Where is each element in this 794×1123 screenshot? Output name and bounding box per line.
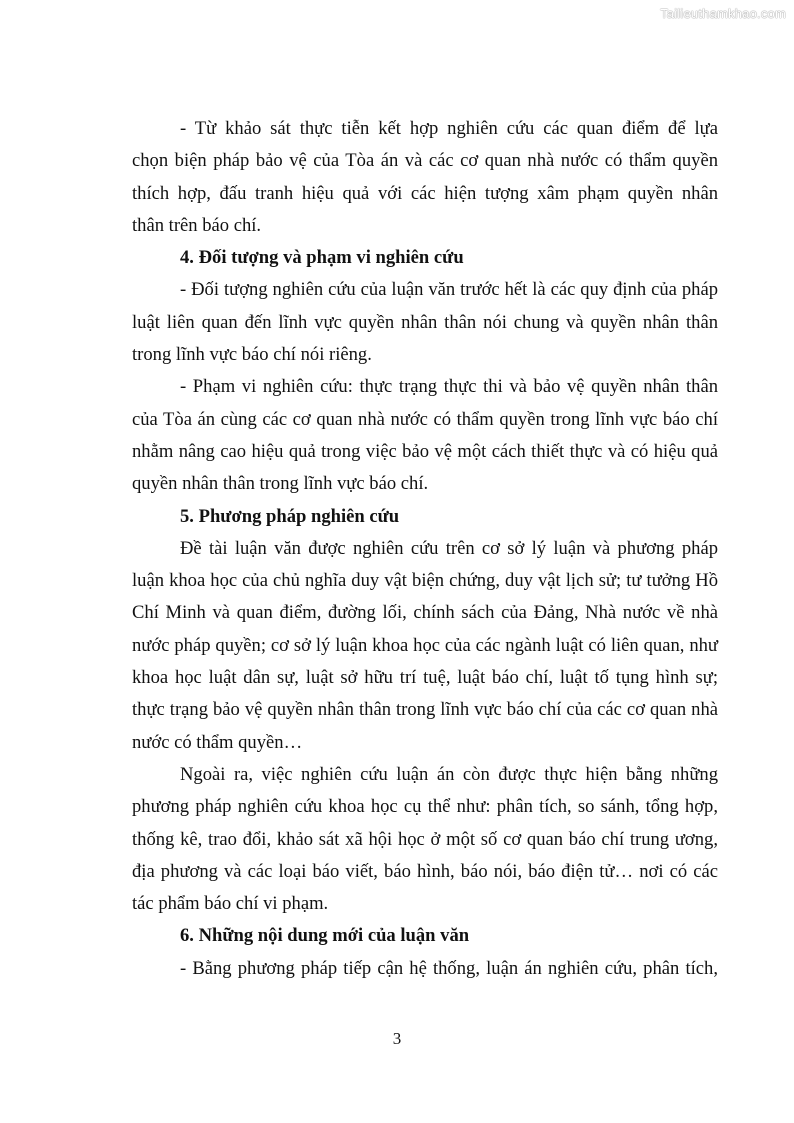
text-line: - Đối tượng nghiên cứu của luận văn trước hết là các quy định của pháp xyxy=(180,279,718,301)
text-line: khoa học luật dân sự, luật sở hữu trí tuệ, luật báo chí, luật tố tụng hình sự; xyxy=(132,667,718,689)
text-line: - Phạm vi nghiên cứu: thực trạng thực thi và bảo vệ quyền nhân thân xyxy=(180,376,718,398)
document-body xyxy=(132,113,718,985)
section-heading: 4. Đối tượng và phạm vi nghiên cứu xyxy=(180,247,464,269)
text-line: nước có thẩm quyền… xyxy=(132,731,303,753)
text-line: phương pháp nghiên cứu khoa học cụ thể như: phân tích, so sánh, tổng hợp, xyxy=(132,796,718,818)
text-line: luận khoa học của chủ nghĩa duy vật biện chứng, duy vật lịch sử; tư tưởng Hồ xyxy=(132,570,718,592)
text-line: nước pháp quyền; cơ sở lý luận khoa học của các ngành luật có liên quan, như xyxy=(132,634,718,656)
text-line: Ngoài ra, việc nghiên cứu luận án còn được thực hiện bằng những xyxy=(180,763,718,785)
text-line: thống kê, trao đổi, khảo sát xã hội học ở một số cơ quan báo chí trung ương, xyxy=(132,828,718,850)
text-line: trong lĩnh vực báo chí nói riêng. xyxy=(132,344,372,366)
watermark: Tailieuthamkhao.com xyxy=(660,6,786,21)
text-line: thích hợp, đấu tranh hiệu quả với các hiện tượng xâm phạm quyền nhân xyxy=(132,182,718,204)
text-line: Chí Minh và quan điểm, đường lối, chính sách của Đảng, Nhà nước về nhà xyxy=(132,602,718,624)
text-line: nhằm nâng cao hiệu quả trong việc bảo vệ một cách thiết thực và có hiệu quả xyxy=(132,440,718,462)
text-line: chọn biện pháp bảo vệ của Tòa án và các cơ quan nhà nước có thẩm quyền xyxy=(132,150,718,172)
section-heading: 6. Những nội dung mới của luận văn xyxy=(180,925,470,947)
text-line: của Tòa án cùng các cơ quan nhà nước có thẩm quyền trong lĩnh vực báo chí xyxy=(132,408,718,430)
text-line: địa phương và các loại báo viết, báo hình, báo nói, báo điện tử… nơi có các xyxy=(132,860,718,882)
text-line: quyền nhân thân trong lĩnh vực báo chí. xyxy=(132,473,429,495)
page-number: 3 xyxy=(392,1029,402,1048)
text-line: thực trạng bảo vệ quyền nhân thân trong lĩnh vực báo chí của các cơ quan nhà xyxy=(132,699,718,721)
text-line: Đề tài luận văn được nghiên cứu trên cơ sở lý luận và phương pháp xyxy=(180,537,718,559)
text-line: - Bằng phương pháp tiếp cận hệ thống, luận án nghiên cứu, phân tích, xyxy=(180,957,718,979)
section-heading: 5. Phương pháp nghiên cứu xyxy=(180,505,400,527)
text-line: tác phẩm báo chí vi phạm. xyxy=(132,893,329,915)
text-line: luật liên quan đến lĩnh vực quyền nhân thân nói chung và quyền nhân thân xyxy=(132,311,718,333)
text-line: - Từ khảo sát thực tiễn kết hợp nghiên cứu các quan điểm để lựa xyxy=(180,118,718,139)
text-line: thân trên báo chí. xyxy=(132,214,262,236)
